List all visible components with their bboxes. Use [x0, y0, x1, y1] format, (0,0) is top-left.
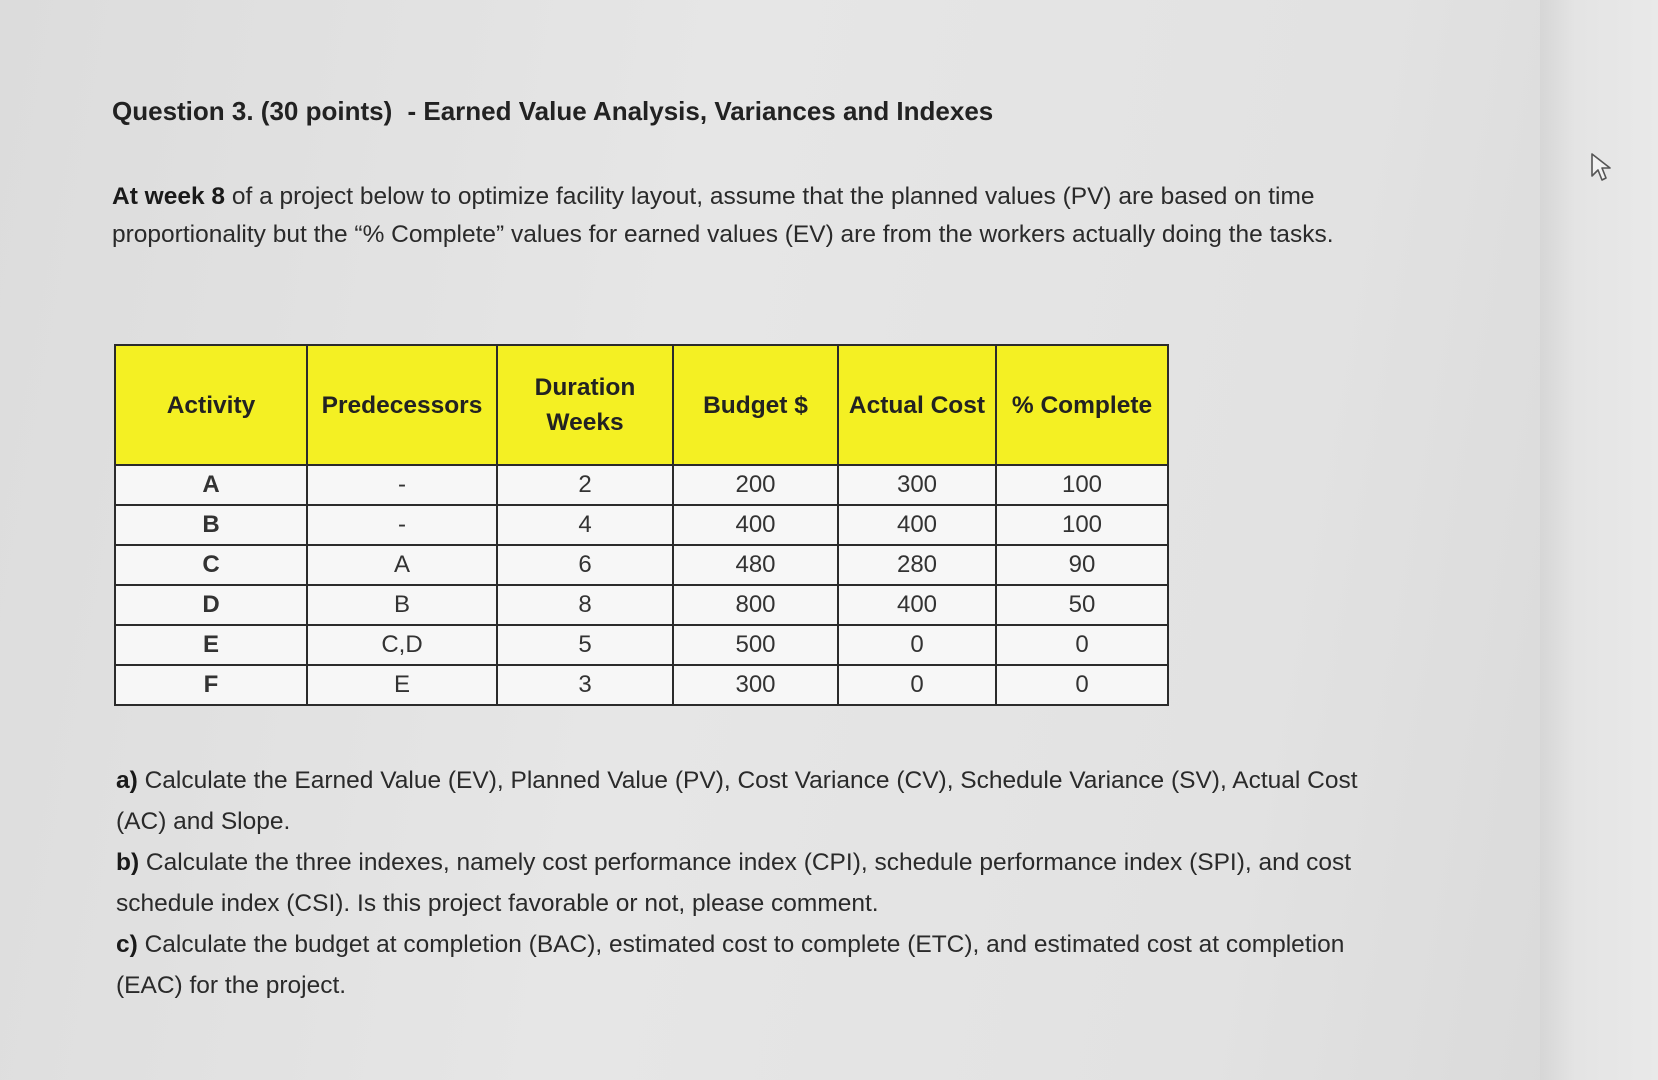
- cell-actual-cost: 0: [838, 625, 996, 665]
- cell-predecessors: -: [307, 465, 497, 505]
- cell-actual-cost: 300: [838, 465, 996, 505]
- intro-text: of a project below to optimize facility layout, assume that the planned values (PV) are based on time proportionality but the “% Complete” values for earned values (EV) are from the workers actually doing the tasks.: [112, 183, 1334, 248]
- cell-activity: E: [115, 625, 307, 665]
- question-b: [116, 842, 1406, 924]
- cell-budget: 400: [673, 505, 838, 545]
- header-predecessors: Predecessors: [307, 345, 497, 465]
- table-row: [115, 625, 1168, 665]
- question-a: [116, 760, 1406, 842]
- cell-activity: B: [115, 505, 307, 545]
- cell-duration: 4: [497, 505, 673, 545]
- cell-duration: 2: [497, 465, 673, 505]
- cell-activity: C: [115, 545, 307, 585]
- table-row: [115, 665, 1168, 705]
- cell-activity: D: [115, 585, 307, 625]
- question-label: a): [116, 767, 138, 794]
- cell-budget: 480: [673, 545, 838, 585]
- cell-predecessors: -: [307, 505, 497, 545]
- question-text: Calculate the budget at completion (BAC), estimated cost to complete (ETC), and estimated cost at completion (EAC) for the project.: [116, 931, 1345, 999]
- question-text: Calculate the three indexes, namely cost performance index (CPI), schedule performance index (SPI), and cost schedule index (CSI). Is this project favorable or not, please comment.: [116, 849, 1352, 917]
- cell-actual-cost: 0: [838, 665, 996, 705]
- header-activity: Activity: [115, 345, 307, 465]
- cell-predecessors: A: [307, 545, 497, 585]
- cell-duration: 8: [497, 585, 673, 625]
- cell-percent-complete: 0: [996, 665, 1168, 705]
- question-intro: [112, 178, 1402, 254]
- header-actual-cost: Actual Cost: [838, 345, 996, 465]
- question-label: c): [116, 931, 138, 958]
- cell-actual-cost: 400: [838, 585, 996, 625]
- cell-activity: F: [115, 665, 307, 705]
- cell-activity: A: [115, 465, 307, 505]
- question-title: [112, 96, 993, 127]
- activity-table: [114, 344, 1169, 706]
- question-label: b): [116, 849, 140, 876]
- cell-predecessors: B: [307, 585, 497, 625]
- cell-percent-complete: 50: [996, 585, 1168, 625]
- question-text: Calculate the Earned Value (EV), Planned Value (PV), Cost Variance (CV), Schedule Variance (SV), Actual Cost (AC) and Slope.: [116, 767, 1358, 835]
- question-number: Question 3. (30 points): [112, 96, 393, 126]
- cell-duration: 6: [497, 545, 673, 585]
- cell-predecessors: E: [307, 665, 497, 705]
- cell-percent-complete: 100: [996, 465, 1168, 505]
- header-duration-weeks: Duration Weeks: [497, 345, 673, 465]
- cell-percent-complete: 0: [996, 625, 1168, 665]
- question-c: [116, 924, 1406, 1006]
- cell-budget: 800: [673, 585, 838, 625]
- cell-budget: 500: [673, 625, 838, 665]
- cell-duration: 5: [497, 625, 673, 665]
- table-row: [115, 585, 1168, 625]
- cell-predecessors: C,D: [307, 625, 497, 665]
- intro-lead: At week 8: [112, 183, 226, 210]
- question-topic: - Earned Value Analysis, Variances and Indexes: [407, 96, 994, 126]
- header-budget: Budget $: [673, 345, 838, 465]
- cell-duration: 3: [497, 665, 673, 705]
- table-row: [115, 545, 1168, 585]
- table-row: [115, 465, 1168, 505]
- table-row: [115, 505, 1168, 545]
- table-header-row: [115, 345, 1168, 465]
- cell-budget: 200: [673, 465, 838, 505]
- cell-actual-cost: 280: [838, 545, 996, 585]
- cell-percent-complete: 90: [996, 545, 1168, 585]
- sub-questions: [116, 760, 1406, 1006]
- header-percent-complete: % Complete: [996, 345, 1168, 465]
- cell-percent-complete: 100: [996, 505, 1168, 545]
- cell-budget: 300: [673, 665, 838, 705]
- mouse-pointer-icon: [1590, 152, 1614, 182]
- cell-actual-cost: 400: [838, 505, 996, 545]
